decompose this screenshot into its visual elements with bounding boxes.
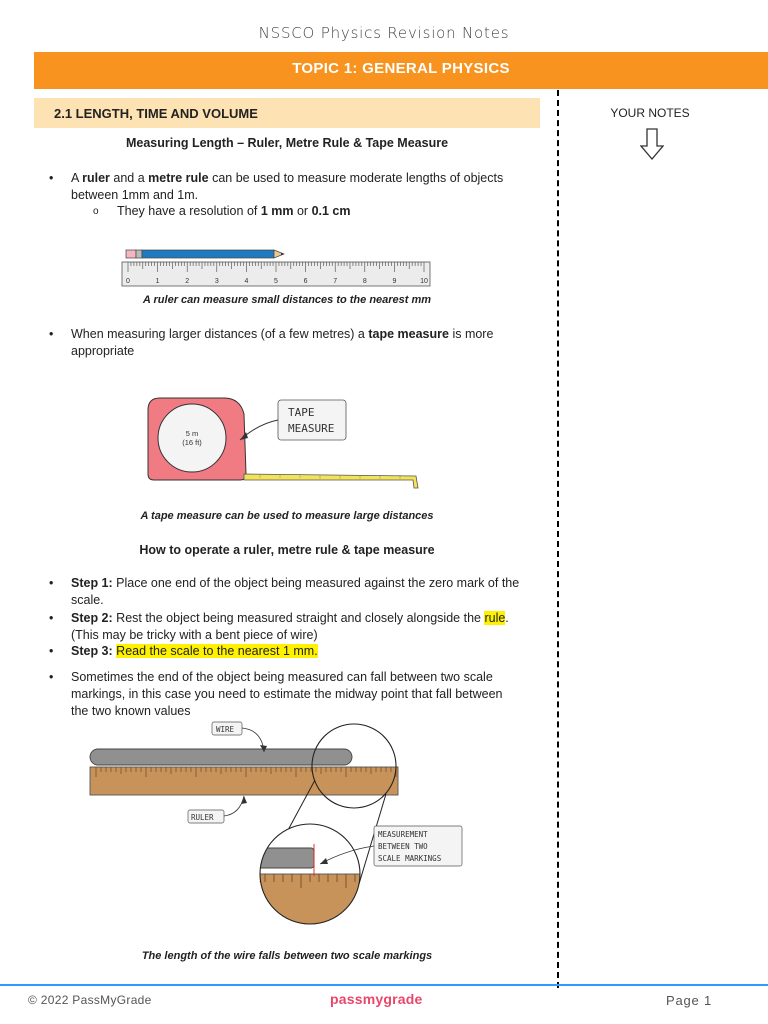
bullet-tape-measure: • When measuring larger distances (of a few metres) a tape measure is more appropriate <box>49 327 494 358</box>
measure-callout-1: MEASUREMENT <box>378 830 428 839</box>
ruler-tick-label: 7 <box>333 278 338 285</box>
down-arrow-icon <box>640 128 664 160</box>
notes-divider <box>557 90 559 988</box>
bullet1-ruler: ruler <box>82 171 110 185</box>
section-title: 2.1 LENGTH, TIME AND VOLUME <box>54 106 258 121</box>
ruler-tick-label: 4 <box>244 278 249 285</box>
ruler-tick-label: 9 <box>392 278 397 285</box>
sub1-or: or <box>293 204 312 218</box>
bullet1-text-b: and a <box>109 171 149 185</box>
bullet3-text: Sometimes the end of the object being measured can fall between two scale markings, in this case you need to estimate the midway point that fall between the two known values <box>71 670 503 718</box>
your-notes-label: YOUR NOTES <box>610 106 690 120</box>
step2-rule-highlight: rule <box>484 611 506 625</box>
step-3: • Step 3: Read the scale to the nearest 1 mm. <box>49 644 318 658</box>
footer-divider <box>0 984 768 986</box>
step2-label: Step 2: <box>71 611 113 625</box>
bullet1-metre: metre rule <box>148 171 209 185</box>
ruler-tick-label: 10 <box>420 278 428 285</box>
ruler-tick-label: 6 <box>303 278 308 285</box>
ruler-label: RULER <box>191 813 214 822</box>
bullet2-text-a: When measuring larger distances (of a few metres) a <box>71 327 369 341</box>
ruler-tick-label: 5 <box>274 278 278 285</box>
passmygrade-logo: passmygrade <box>330 991 423 1007</box>
ruler-tick-label: 2 <box>185 278 190 285</box>
sub1-text-a: They have a resolution of <box>117 204 261 218</box>
section-banner <box>34 98 540 128</box>
caption-tape: A tape measure can be used to measure large distances <box>140 510 434 522</box>
ruler-tick-label: 1 <box>155 278 160 285</box>
step3-text-highlight: Read the scale to the nearest 1 mm. <box>116 644 318 658</box>
heading-measuring-length: Measuring Length – Ruler, Metre Rule & Tape Measure <box>125 136 449 150</box>
document-title: NSSCO Physics Revision Notes <box>258 24 510 42</box>
tape-label-2: (16 ft) <box>182 438 202 447</box>
footer-copyright: © 2022 PassMyGrade <box>28 993 152 1007</box>
wire-ruler-illustration <box>84 718 484 938</box>
heading-how-to-operate: How to operate a ruler, metre rule & tape measure <box>139 543 435 557</box>
step1-label: Step 1: <box>71 576 113 590</box>
bullet1-text-c: can be used to measure moderate lengths of objects between 1mm and 1m. <box>71 171 504 202</box>
bullet2-text-b: is more appropriate <box>71 327 494 358</box>
tape-callout-2: MEASURE <box>288 422 335 435</box>
sub-bullet-resolution: o They have a resolution of 1 mm or 0.1 cm <box>93 204 351 218</box>
ruler-tick-label: 8 <box>362 278 367 285</box>
step1-text: Place one end of the object being measured against the zero mark of the scale. <box>71 576 520 607</box>
ruler-tick-label: 3 <box>214 278 219 285</box>
step2-text-b: . (This may be tricky with a bent piece of wire) <box>71 611 509 642</box>
ruler-tick-label: 0 <box>126 278 130 285</box>
pencil-icon <box>126 250 284 258</box>
bullet-between-markings: • Sometimes the end of the object being measured can fall between two scale markings, in this case you need to estimate the midway point that fall between the two known values <box>49 670 503 718</box>
tape-label-1: 5 m <box>185 429 199 438</box>
sub1-cm: 0.1 cm <box>311 204 351 218</box>
bullet2-tape: tape measure <box>368 327 449 341</box>
caption-wire: The length of the wire falls between two scale markings <box>141 950 433 962</box>
tape-measure-illustration <box>140 392 430 496</box>
sub1-mm: 1 mm <box>260 204 294 218</box>
step-1: • Step 1: Place one end of the object being measured against the zero mark of the scale. <box>49 576 520 607</box>
wire-label: WIRE <box>216 725 235 734</box>
bullet1-text-a: A <box>71 171 83 185</box>
topic-banner: TOPIC 1: GENERAL PHYSICS <box>34 52 768 89</box>
step-2: • Step 2: Rest the object being measured straight and closely alongside the rule. (This may be tricky with a bent piece of wire) <box>49 611 509 642</box>
tape-callout-1: TAPE <box>288 406 315 419</box>
measure-callout-3: SCALE MARKINGS <box>378 854 442 863</box>
page-number: Page 1 <box>666 993 713 1008</box>
measure-callout-2: BETWEEN TWO <box>378 842 428 851</box>
bullet-ruler: • A ruler and a metre rule can be used to measure moderate lengths of objects between 1mm and 1m. <box>49 171 504 202</box>
step2-text-a: Rest the object being measured straight and closely alongside the <box>112 611 485 625</box>
caption-ruler: A ruler can measure small distances to the nearest mm <box>142 294 432 306</box>
ruler-pencil-illustration <box>118 244 434 290</box>
step3-label: Step 3: <box>71 644 113 658</box>
